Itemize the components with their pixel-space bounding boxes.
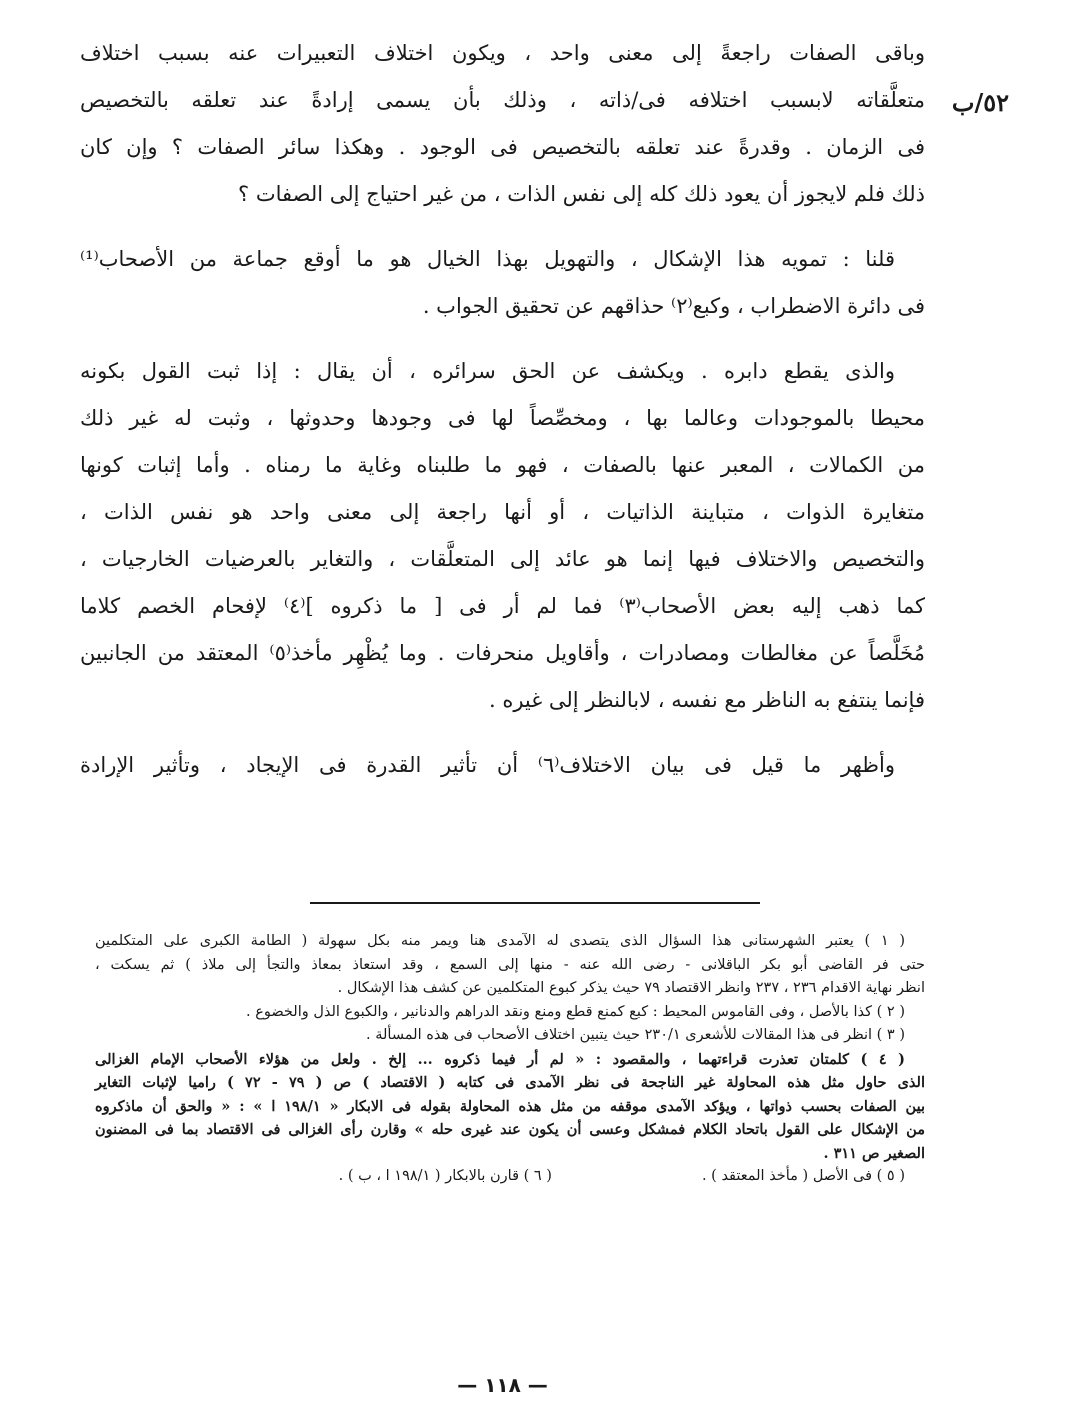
footnote-line: بين الصفات بحسب ذواتها ، ويؤكد الآمدى موقفه من مثل هذه المحاولة بقوله فى الابكار « ١٩٨/١ ا » : « والحق أن ماذكروه [95, 1097, 925, 1115]
footnote-line: حتى فر القاضى أبو بكر الباقلانى - رضى الله عنه - منها إلى السمع ، وقد استعاذ بمعاذ والتجأ إلى ملاذ ) ثم يسكت ، [95, 956, 925, 973]
paragraph-3 [80, 348, 925, 724]
footnote-3 [95, 1024, 925, 1048]
text-line: متعلَّقاته لابسبب اختلافه فى/ذاته ، وذلك بأن يسمى إرادةً عند تعلقه بالتخصيص [80, 88, 925, 112]
footnote-line: انظر نهاية الاقدام ٢٣٦ ، ٢٣٧ وانظر الاقتصاد ٧٩ حيث يذكر كبوع المتكلمين عن كشف هذا الإشكال . [337, 980, 925, 996]
paragraph-2 [80, 236, 925, 330]
footnote-line: ( ١ ) يعتبر الشهرستانى هذا السؤال الذى يتصدى له الآمدى هنا ويمر منه بكل سهولة ( الطامة الكبرى على المتكلمين [95, 933, 905, 949]
footnote-divider [310, 902, 760, 904]
margin-folio-note: ٥٢/ب [951, 88, 1009, 117]
text-line: من الكمالات ، المعبر عنها بالصفات ، فهو ما طلبناه وغاية ما رمناه . وأما إثبات كونها [80, 453, 925, 477]
footnotes-5-6 [95, 1165, 925, 1189]
text-line: فى الزمان . وقدرةً عند تعلقه بالتخصيص فى الوجود . وهكذا سائر الصفات ؟ وإن كان [80, 135, 925, 159]
footnote-line: ( ٢ ) كذا بالأصل ، وفى القاموس المحيط : كبع كمنع قطع ومنع ونقد الدراهم والدنانير ، والكبوع الذل والخضوع . [245, 1003, 905, 1020]
text-line: والذى يقطع دابره . ويكشف عن الحق سرائره ، أن يقال : إذا ثبت القول بكونه [80, 359, 895, 383]
text-line: متغايرة الذوات ، متباينة الذاتيات ، أو أنها راجعة إلى معنى واحد هو نفس الذات ، [80, 500, 925, 524]
footnote-line: الصغير ص ٣١١ . [823, 1144, 925, 1162]
text-line: محيطا بالموجودات وعالما بها ، ومخصِّصاً لها فى وجودها وحدوثها ، وثبت له غير ذلك [80, 406, 925, 430]
page-number: — ١١٨ — [457, 1373, 548, 1397]
text-line: والتخصيص والاختلاف فيها إنما هو عائد إلى المتعلَّقات ، والتغاير بالعرضيات الخارجيات ، [80, 547, 925, 571]
text-line: فإنما ينتفع به الناظر مع نفسه ، لابالنظر إلى غيره . [488, 688, 925, 712]
page-content [80, 30, 925, 1397]
text-line: كما ذهب إليه بعض الأصحاب⁽٣⁾ فما لم أر فى [ ما ذكروه ]⁽٤⁾ لإفحام الخصم كلاما [80, 594, 925, 618]
paragraph-4 [80, 742, 925, 789]
footnote-6: ( ٦ ) قارن بالابكار ( ١٩٨/١ ا ، ب ) . [338, 1168, 552, 1184]
footnote-1 [95, 930, 925, 1001]
text-line: مُخَلَّصاً عن مغالطات ومصادرات ، وأقاويل منحرفات . وما يُظْهِر مأخذ⁽٥⁾ المعتقد من الجانبين [80, 641, 925, 665]
text-line: قلنا : تمويه هذا الإشكال ، والتهويل بهذا الخيال هو ما أوقع جماعة من الأصحاب⁽¹⁾ [80, 247, 895, 271]
footnote-line: ( ٣ ) انظر فى هذا المقالات للأشعرى ٢٣٠/١ حيث يتبين اختلاف الأصحاب فى هذه المسألة . [366, 1027, 905, 1043]
footnote-2 [95, 1001, 925, 1025]
footnote-4 [95, 1048, 925, 1166]
text-line: فى دائرة الاضطراب ، وكبع⁽٢⁾ حذاقهم عن تحقيق الجواب . [422, 294, 925, 318]
text-line: وأظهر ما قيل فى بيان الاختلاف⁽٦⁾ أن تأثير القدرة فى الإيجاد ، وتأثير الإرادة [80, 753, 895, 777]
text-line: وباقى الصفات راجعةً إلى معنى واحد ، ويكون اختلاف التعبيرات عنه بسبب اختلاف [80, 41, 925, 65]
footnote-line: الذى حاول مثل هذه المحاولة غير الناجحة فى نظر الآمدى فى كتابه ( الاقتصاد ) ص ( ٧٩ - ٧٢ ) راميا لإثبات التغاير [95, 1074, 925, 1091]
footnote-line: من الإشكال على القول باتحاد الكلام فمشكل وعسى أن يكون عند غيرى حله » وقارن رأى الغزالى فى الاقتصاد بما فى المضنون [95, 1121, 925, 1138]
paragraph-1 [80, 30, 925, 218]
footnotes [95, 930, 925, 1189]
footnote-5: ( ٥ ) فى الأصل ( مأخذ المعتقد ) . [701, 1168, 905, 1184]
text-line: ذلك فلم لايجوز أن يعود ذلك كله إلى نفس الذات ، من غير احتياج إلى الصفات ؟ [238, 182, 925, 206]
footnote-line: ( ٤ ) كلمتان تعذرت قراءتهما ، والمقصود : « لم أر فيما ذكروه ... إلخ . ولعل من هؤلاء الأصحاب الإمام الغزالى [95, 1050, 905, 1068]
